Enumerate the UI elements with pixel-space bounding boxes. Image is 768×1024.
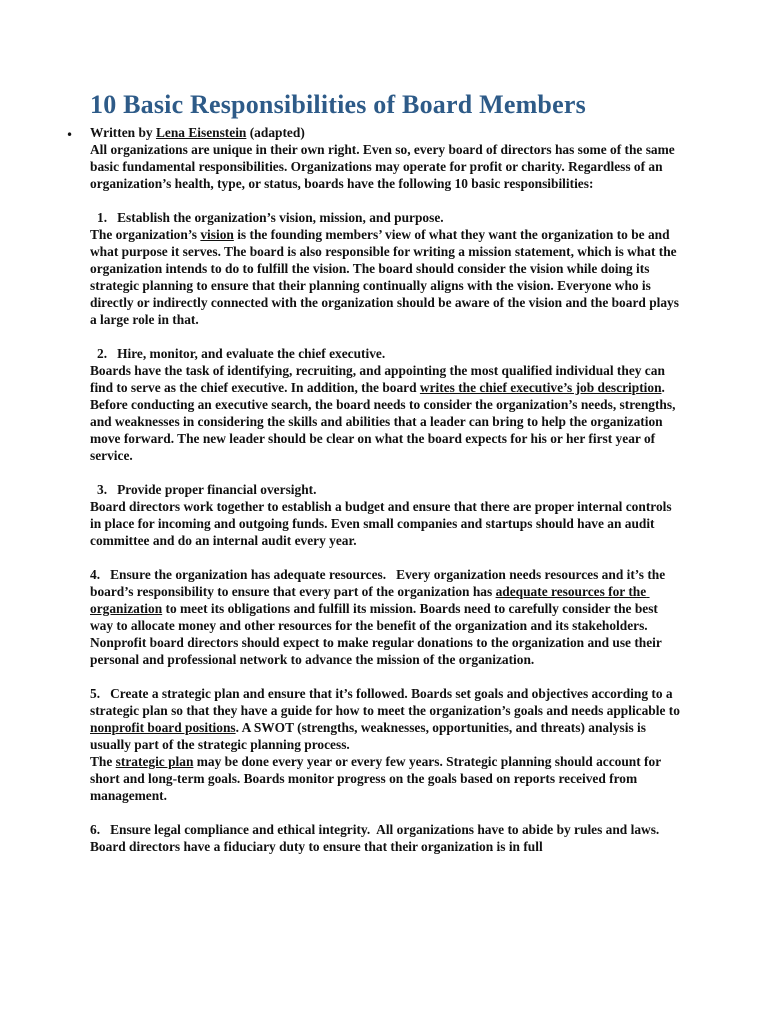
strategic-plan-link[interactable]: strategic plan: [115, 754, 194, 769]
section-5-paragraph-2: The strategic plan may be done every year or every few years. Strategic planning should account for short and long-term goals. Boards monitor progress on the goals based on reports received from management.: [90, 754, 661, 803]
section-4-heading: 4. Ensure the organization has adequate resources.: [90, 567, 387, 582]
section-6-heading: 6. Ensure legal compliance and ethical integrity.: [90, 822, 371, 837]
section-5-heading: 5. Create a strategic plan and ensure that it’s followed.: [90, 686, 408, 701]
author-link[interactable]: Lena Eisenstein: [155, 125, 247, 140]
section-2-body: Boards have the task of identifying, recruiting, and appointing the most qualified individual they can find to serve as the chief executive. In addition, the board writes the chief executive’s job description. Before conducting an executive search, the board needs to consider the organization’s needs, strengths, and weaknesses in considering the skills and abilities that a leader can bring to help the organization move forward. The new leader should be clear on what the board expects for his or her first year of service.: [90, 363, 676, 463]
byline-prefix: Written by: [90, 125, 156, 140]
adequate-resources-link[interactable]: adequate resources for the organization: [90, 584, 650, 616]
nonprofit-board-positions-link[interactable]: nonprofit board positions: [90, 720, 236, 735]
byline-suffix: (adapted): [246, 125, 305, 140]
section-3-body: Board directors work together to establish a budget and ensure that there are proper internal controls in place for incoming and outgoing funds. Even small companies and startups should have an audit committee and do an internal audit every year.: [90, 499, 672, 548]
section-1-heading: 1. Establish the organization’s vision, mission, and purpose.: [97, 210, 444, 225]
document-body: [90, 124, 684, 855]
bullet-marker: •: [66, 128, 74, 142]
intro-paragraph: All organizations are unique in their own right. Even so, every board of directors has some of the same basic fundamental responsibilities. Organizations may operate for profit or charity. Regardless of an organization’s health, type, or status, boards have the following 10 basic responsibilities:: [90, 142, 675, 191]
byline: [90, 124, 680, 141]
section-4-paragraph: 4. Ensure the organization has adequate resources. Every organization needs resources and it’s the board’s responsibility to ensure that every part of the organization has adequate resources for the organization to meet its obligations and fulfill its mission. Boards need to carefully consider the best way to allocate money and other resources for the benefit of the organization and its stakeholders. Nonprofit board directors should expect to make regular donations to the organization and use their personal and professional network to advance the mission of the organization.: [90, 567, 669, 667]
section-5-paragraph: 5. Create a strategic plan and ensure that it’s followed. Boards set goals and objectives according to a strategic plan so that they have a guide for how to meet the organization’s goals and needs applicable to nonprofit board positions. A SWOT (strengths, weaknesses, opportunities, and threats) analysis is usually part of the strategic planning process.: [90, 686, 684, 752]
page-title: 10 Basic Responsibilities of Board Members: [90, 90, 586, 119]
vision-link[interactable]: vision: [200, 227, 234, 242]
section-1-body: The organization’s vision is the founding members’ view of what they want the organization to be and what purpose it serves. The board is also responsible for writing a mission statement, which is what the organization intends to do to fulfill the vision. The board should consider the vision while doing its strategic planning to ensure that their planning continually aligns with the vision. Everyone who is directly or indirectly connected with the organization should be aware of the vision and the board plays a large role in that.: [90, 227, 679, 327]
section-3-heading: 3. Provide proper financial oversight.: [97, 482, 317, 497]
section-6-paragraph: 6. Ensure legal compliance and ethical integrity. All organizations have to abide by rules and laws. Board directors have a fiduciary duty to ensure that their organization is in full: [90, 822, 663, 854]
section-2-heading: 2. Hire, monitor, and evaluate the chief executive.: [97, 346, 386, 361]
job-description-link[interactable]: writes the chief executive’s job description: [419, 380, 662, 395]
